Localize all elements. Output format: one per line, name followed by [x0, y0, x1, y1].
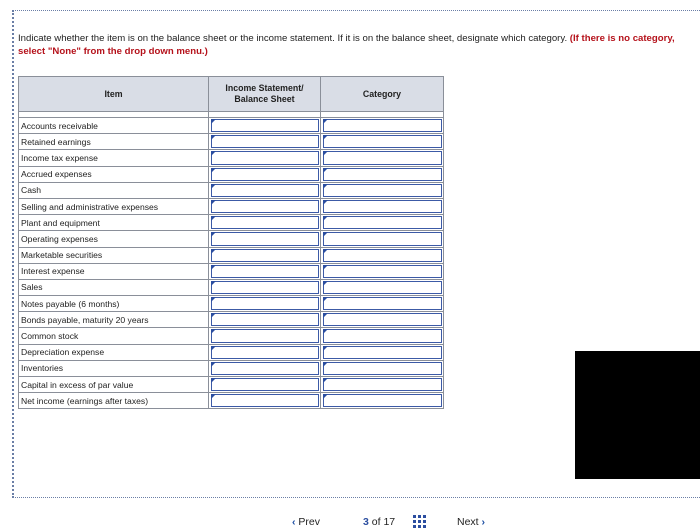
- table-row: [19, 312, 444, 328]
- statement-select[interactable]: [211, 249, 319, 262]
- category-select-cell: [321, 312, 444, 328]
- instructions: [18, 33, 688, 58]
- statement-select[interactable]: [211, 200, 319, 213]
- statement-select[interactable]: [211, 394, 319, 407]
- next-button[interactable]: [457, 516, 485, 530]
- instructions-main: Indicate whether the item is on the balance sheet or the income statement. If it is on the balance sheet, designate which category.: [18, 33, 568, 44]
- statement-select-cell: [209, 182, 321, 198]
- category-select[interactable]: [323, 313, 442, 326]
- statement-select-cell: [209, 263, 321, 279]
- category-select[interactable]: [323, 329, 442, 342]
- instructions-note: (If there is no category, select "None" from the drop down menu.): [18, 33, 675, 57]
- statement-select[interactable]: [211, 313, 319, 326]
- category-select[interactable]: [323, 200, 442, 213]
- header-category: Category: [321, 77, 444, 112]
- category-select[interactable]: [323, 378, 442, 391]
- table-row: [19, 279, 444, 295]
- page-total: 17: [383, 516, 396, 528]
- prev-label: Prev: [298, 516, 321, 528]
- table-row: [19, 247, 444, 263]
- table-row: [19, 263, 444, 279]
- category-select[interactable]: [323, 249, 442, 262]
- category-select-cell: [321, 296, 444, 312]
- statement-select[interactable]: [211, 151, 319, 164]
- statement-select[interactable]: [211, 329, 319, 342]
- category-select-cell: [321, 198, 444, 214]
- item-label: Cash: [19, 182, 209, 198]
- statement-select[interactable]: [211, 265, 319, 278]
- category-select-cell: [321, 344, 444, 360]
- item-label: Operating expenses: [19, 231, 209, 247]
- prev-button[interactable]: [292, 516, 320, 530]
- table-row: [19, 215, 444, 231]
- table-row: [19, 182, 444, 198]
- statement-select-cell: [209, 344, 321, 360]
- statement-select[interactable]: [211, 346, 319, 359]
- category-select-cell: [321, 393, 444, 409]
- table-row: [19, 231, 444, 247]
- statement-select-cell: [209, 296, 321, 312]
- statement-select-cell: [209, 377, 321, 393]
- grid-icon[interactable]: [413, 515, 427, 529]
- classification-table: [18, 76, 444, 409]
- item-label: Common stock: [19, 328, 209, 344]
- item-label: Accrued expenses: [19, 166, 209, 182]
- item-label: Retained earnings: [19, 134, 209, 150]
- category-select-cell: [321, 247, 444, 263]
- page-of: of: [371, 516, 381, 528]
- category-select[interactable]: [323, 184, 442, 197]
- statement-select-cell: [209, 150, 321, 166]
- statement-select-cell: [209, 328, 321, 344]
- table-row: [19, 360, 444, 376]
- statement-select[interactable]: [211, 378, 319, 391]
- category-select[interactable]: [323, 362, 442, 375]
- table-row: [19, 377, 444, 393]
- page-current: 3: [363, 516, 369, 528]
- category-select-cell: [321, 328, 444, 344]
- statement-select[interactable]: [211, 184, 319, 197]
- table-row: [19, 393, 444, 409]
- statement-select[interactable]: [211, 362, 319, 375]
- category-select-cell: [321, 150, 444, 166]
- category-select[interactable]: [323, 281, 442, 294]
- category-select-cell: [321, 118, 444, 134]
- table-row: [19, 134, 444, 150]
- category-select[interactable]: [323, 135, 442, 148]
- category-select-cell: [321, 215, 444, 231]
- category-select[interactable]: [323, 297, 442, 310]
- item-label: Capital in excess of par value: [19, 377, 209, 393]
- category-select[interactable]: [323, 168, 442, 181]
- statement-select-cell: [209, 134, 321, 150]
- header-statement-line1: Income Statement/: [225, 83, 304, 93]
- table-row: [19, 118, 444, 134]
- chevron-right-icon: ›: [481, 516, 486, 528]
- item-label: Selling and administrative expenses: [19, 198, 209, 214]
- statement-select-cell: [209, 312, 321, 328]
- category-select-cell: [321, 377, 444, 393]
- statement-select-cell: [209, 231, 321, 247]
- category-select[interactable]: [323, 346, 442, 359]
- category-select[interactable]: [323, 216, 442, 229]
- statement-select[interactable]: [211, 135, 319, 148]
- table-row: [19, 198, 444, 214]
- item-label: Plant and equipment: [19, 215, 209, 231]
- redacted-block: [575, 351, 700, 479]
- item-label: Marketable securities: [19, 247, 209, 263]
- category-select[interactable]: [323, 151, 442, 164]
- category-select-cell: [321, 231, 444, 247]
- statement-select-cell: [209, 198, 321, 214]
- statement-select[interactable]: [211, 119, 319, 132]
- chevron-left-icon: ‹: [292, 516, 296, 528]
- statement-select-cell: [209, 215, 321, 231]
- item-label: Sales: [19, 279, 209, 295]
- item-label: Income tax expense: [19, 150, 209, 166]
- statement-select-cell: [209, 360, 321, 376]
- item-label: Depreciation expense: [19, 344, 209, 360]
- item-label: Notes payable (6 months): [19, 296, 209, 312]
- statement-select[interactable]: [211, 281, 319, 294]
- item-label: Bonds payable, maturity 20 years: [19, 312, 209, 328]
- category-select-cell: [321, 182, 444, 198]
- item-label: Accounts receivable: [19, 118, 209, 134]
- statement-select[interactable]: [211, 297, 319, 310]
- next-label: Next: [457, 516, 479, 528]
- statement-select-cell: [209, 279, 321, 295]
- header-item: Item: [19, 77, 209, 112]
- item-label: Inventories: [19, 360, 209, 376]
- category-select[interactable]: [323, 232, 442, 245]
- statement-select-cell: [209, 166, 321, 182]
- category-select[interactable]: [323, 265, 442, 278]
- item-label: Interest expense: [19, 263, 209, 279]
- category-select[interactable]: [323, 394, 442, 407]
- statement-select-cell: [209, 393, 321, 409]
- statement-select-cell: [209, 118, 321, 134]
- statement-select[interactable]: [211, 168, 319, 181]
- category-select-cell: [321, 166, 444, 182]
- table-row: [19, 150, 444, 166]
- table-row: [19, 328, 444, 344]
- category-select-cell: [321, 360, 444, 376]
- table-row: [19, 344, 444, 360]
- page-indicator: [363, 516, 395, 530]
- table-row: [19, 166, 444, 182]
- header-statement: [209, 77, 321, 112]
- table-row: [19, 296, 444, 312]
- category-select-cell: [321, 134, 444, 150]
- statement-select[interactable]: [211, 216, 319, 229]
- statement-select-cell: [209, 247, 321, 263]
- category-select[interactable]: [323, 119, 442, 132]
- statement-select[interactable]: [211, 232, 319, 245]
- category-select-cell: [321, 263, 444, 279]
- header-statement-line2: Balance Sheet: [234, 94, 295, 104]
- item-label: Net income (earnings after taxes): [19, 393, 209, 409]
- category-select-cell: [321, 279, 444, 295]
